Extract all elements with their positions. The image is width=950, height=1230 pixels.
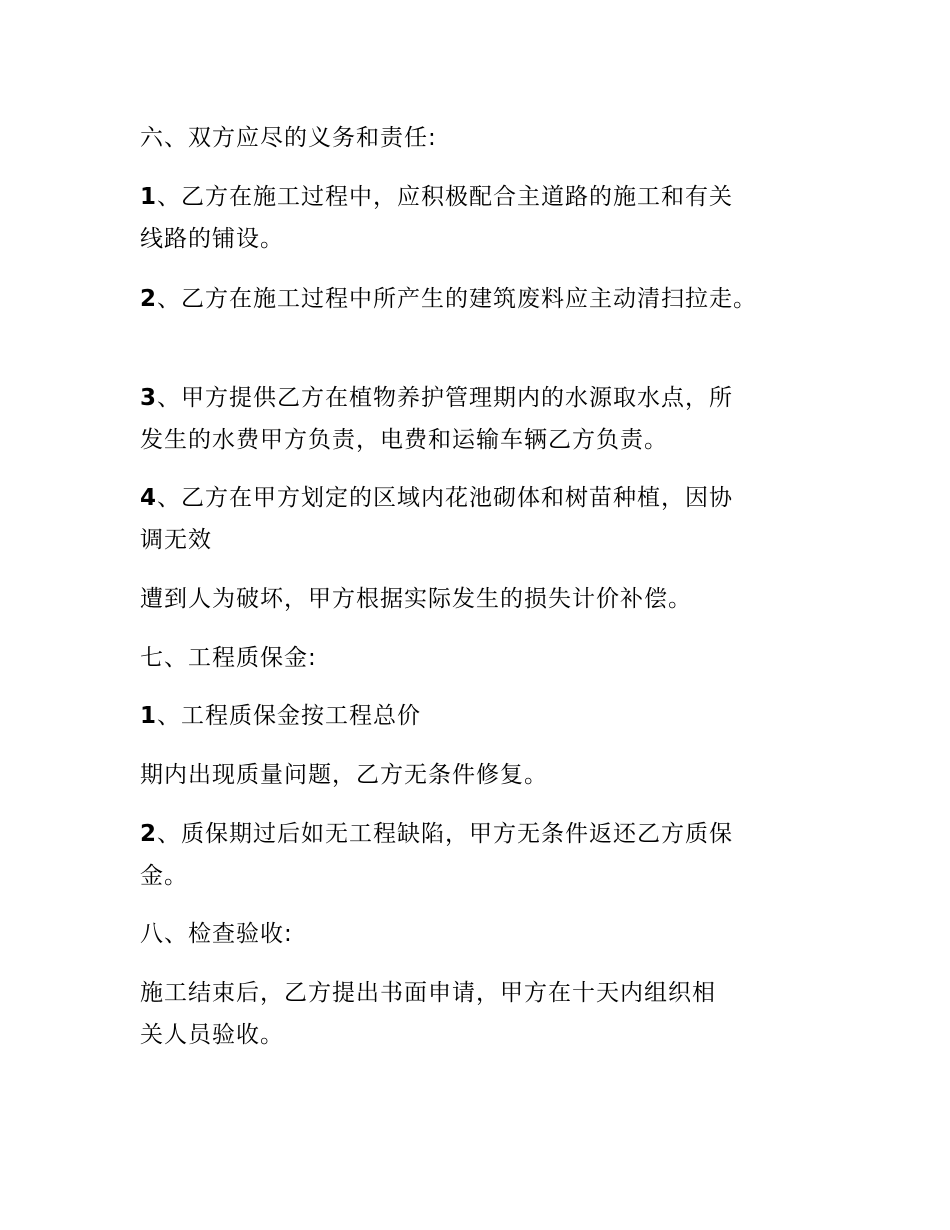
clause-number: 2 bbox=[140, 286, 158, 312]
section-heading-seven bbox=[140, 637, 830, 679]
text-line: 施工结束后，乙方提出书面申请，甲方在十天内组织相 bbox=[140, 980, 716, 1006]
text-line: 七、工程质保金: bbox=[140, 645, 317, 671]
clause-eight-body bbox=[140, 972, 830, 1056]
text-line: 、甲方提供乙方在植物养护管理期内的水源取水点，所 bbox=[157, 385, 734, 411]
clause-number: 3 bbox=[140, 385, 158, 411]
clause-number: 4 bbox=[140, 485, 158, 511]
text-line: 金。 bbox=[140, 863, 188, 889]
clause-seven-1-continued bbox=[140, 754, 830, 796]
clause-six-2 bbox=[140, 278, 830, 320]
clause-seven-1 bbox=[140, 695, 830, 737]
clause-six-3 bbox=[140, 377, 830, 461]
text-line: 、乙方在施工过程中，应积极配合主道路的施工和有关 bbox=[157, 184, 734, 210]
text-line: 、乙方在施工过程中所产生的建筑废料应主动清扫拉走。 bbox=[157, 286, 758, 312]
clause-six-4-continued bbox=[140, 578, 830, 620]
clause-number: 1 bbox=[140, 184, 158, 210]
text-line: 、工程质保金按工程总价 bbox=[157, 703, 422, 729]
text-line: 线路的铺设。 bbox=[140, 226, 284, 252]
text-line: 六、双方应尽的义务和责任: bbox=[140, 125, 437, 151]
text-line: 发生的水费甲方负责，电费和运输车辆乙方负责。 bbox=[140, 427, 668, 453]
text-line: 调无效 bbox=[140, 527, 212, 553]
text-line: 、乙方在甲方划定的区域内花池砌体和树苗种植，因协 bbox=[157, 485, 734, 511]
text-line: 关人员验收。 bbox=[140, 1022, 284, 1048]
text-line: 、质保期过后如无工程缺陷，甲方无条件返还乙方质保 bbox=[157, 821, 734, 847]
clause-six-1 bbox=[140, 176, 830, 260]
clause-seven-2 bbox=[140, 813, 830, 897]
clause-six-4 bbox=[140, 477, 830, 561]
clause-number: 2 bbox=[140, 821, 158, 847]
section-heading-eight bbox=[140, 913, 830, 955]
clause-number: 1 bbox=[140, 703, 158, 729]
text-line: 八、检查验收: bbox=[140, 921, 293, 947]
section-heading-six bbox=[140, 117, 830, 159]
text-line: 期内出现质量问题，乙方无条件修复。 bbox=[140, 762, 548, 788]
text-line: 遭到人为破坏，甲方根据实际发生的损失计价补偿。 bbox=[140, 586, 692, 612]
